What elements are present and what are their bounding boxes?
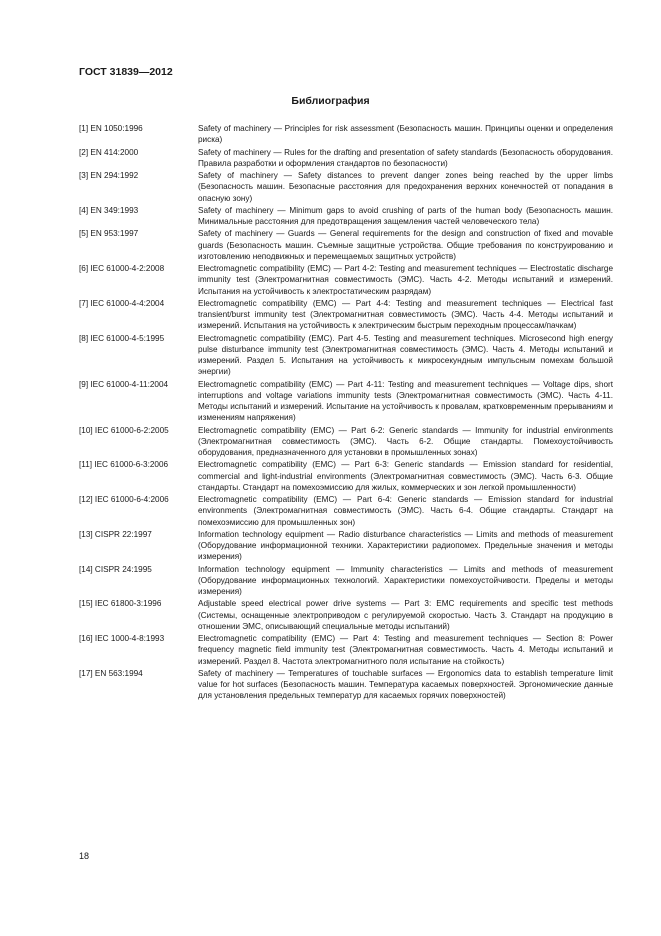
bibliography-ref: [15] IEC 61800-3:1996 (79, 599, 162, 609)
bibliography-ref: [13] CISPR 22:1997 (79, 529, 152, 539)
bibliography-ref: [8] IEC 61000-4-5:1995 (79, 333, 165, 343)
bibliography-description: Electromagnetic compatibility (EMC) — Part 4-4: Testing and measurement techniques — Electrical fast transient/burst immunity test (Электромагнитная совместимость (ЭМС). Часть 4-4. Методы испытаний и измерений. Испытания на устойчивость к электрическим быстрым переходным процессам/пачкам) (198, 298, 613, 331)
bibliography-entry (79, 205, 613, 228)
bibliography-entry (79, 123, 613, 146)
bibliography-ref: [14] CISPR 24:1995 (79, 564, 152, 574)
bibliography-ref: [4] EN 349:1993 (79, 205, 139, 215)
bibliography-entry (79, 379, 613, 424)
document-header: ГОСТ 31839—2012 (79, 66, 173, 78)
bibliography-entry (79, 668, 613, 702)
bibliography-description: Electromagnetic compatibility (EMC) — Part 6-2: Generic standards — Immunity for industrial environments (Электромагнитная совместимость (ЭМС). Часть 6-2. Общие стандарты. Помехоустойчивость оборудования, предназначенного для установки в промышленных зонах) (198, 425, 613, 457)
page-number: 18 (79, 851, 90, 861)
bibliography-description: Electromagnetic compatibility (EMC) — Part 6-4: Generic standards — Emission standard for industrial environments (Электромагнитная совместимость (ЭМС). Часть 6-4. Общие стандарты. Стандарт на помехоэмиссию для промышленных зон) (198, 495, 613, 527)
bibliography-description: Electromagnetic compatibility (EMC) — Part 4: Testing and measurement techniques — Section 8: Power frequency magnetic field immunity test (Электромагнитная совместимость. Часть 4. Методы испытаний и измерений. Раздел 8. Частота электромагнитного поля испытание на стойкость) (198, 634, 613, 666)
bibliography-description: Electromagnetic compatibility (EMC) — Part 6-3: Generic standards — Emission standard for residential, commercial and light-industrial environments (Электромагнитная совместимость (ЭМС). Часть 6-3. Общие стандарты. Стандарт на помехоэмиссию для жилых, коммерческих и зон легкой промышленности) (198, 460, 613, 492)
bibliography-ref: [6] IEC 61000-4-2:2008 (79, 264, 165, 273)
bibliography-entry (79, 298, 613, 332)
bibliography-entry (79, 564, 613, 598)
bibliography-description: Adjustable speed electrical power drive systems — Part 3: EMC requirements and specific test methods (Системы, оснащенные электроприводом с регулируемой скоростью. Часть 3. Стандарт на продукцию в отношении ЭМС, описывающий специальные методы испытаний) (198, 599, 613, 631)
bibliography-ref: [12] IEC 61000-6-4:2006 (79, 495, 169, 504)
bibliography-ref: [9] IEC 61000-4-11:2004 (79, 379, 169, 389)
section-title: Библиография (291, 95, 370, 107)
bibliography-description: Safety of machinery — Rules for the drafting and presentation of safety standards (Безопасность оборудования. Правила разработки и оформления стандартов по безопасности) (198, 147, 613, 168)
bibliography-entry (79, 529, 613, 563)
bibliography-ref: [11] IEC 61000-6-3:2006 (79, 460, 169, 470)
bibliography-entry (79, 459, 613, 493)
bibliography-entry (79, 333, 613, 378)
bibliography-entry (79, 170, 613, 204)
bibliography-description: Information technology equipment — Radio disturbance characteristics — Limits and methods of measurement (Оборудование информационной техники. Характеристики радиопомех. Предельные значения и методы измерения) (198, 529, 613, 562)
bibliography-description: Safety of machinery — Minimum gaps to avoid crushing of parts of the human body (Безопасность машин. Минимальные расстояния для предотвращения защемления частей человеческого тела) (198, 205, 613, 226)
bibliography-description: Electromagnetic compatibility (EMC) — Part 4-11: Testing and measurement techniques — Voltage dips, short interruptions and voltage variations immunity tests (Электромагнитная совместимость (ЭМС). Часть 4-11. Методы испытаний и измерений. Испытание на устойчивость к провалам, кратковременным прерываниям и изменениям напряжения) (198, 379, 613, 423)
bibliography-description: Safety of machinery — Safety distances to prevent danger zones being reached by the upper limbs (Безопасность машин. Безопасные расстояния для предохранения верхних конечностей от попадания в опасную зону) (198, 171, 613, 203)
bibliography-entry (79, 147, 613, 170)
bibliography-entry (79, 263, 613, 297)
bibliography-description: Safety of machinery — Temperatures of touchable surfaces — Ergonomics data to establish temperature limit value for hot surfaces (Безопасность машин. Температура касаемых поверхностей. Эргономические данные для установления предельных температур для касаемых горячих поверхностей) (198, 668, 613, 701)
bibliography-entry (79, 425, 613, 459)
bibliography-ref: [10] IEC 61000-6-2:2005 (79, 425, 169, 435)
bibliography-entry (79, 494, 613, 528)
bibliography-ref: [2] EN 414:2000 (79, 147, 139, 157)
bibliography-ref: [5] EN 953:1997 (79, 229, 139, 239)
bibliography-entry (79, 228, 613, 262)
bibliography-ref: [1] EN 1050:1996 (79, 124, 143, 133)
bibliography-description: Safety of machinery — Guards — General requirements for the design and construction of fixed and movable guards (Безопасность машин. Съемные защитные устройства. Общие требования по конструированию и изготовлению неподвижных и перемещаемых защитных устройств) (198, 229, 613, 261)
bibliography-description: Electromagnetic compatibility (EMC). Part 4-5. Testing and measurement techniques. Microsecond high energy pulse disturbance immunity test (Электромагнитная совместимость (ЭМС). Часть 4. Методы испытаний и измерений. Раздел 5. Испытания на устойчивость к микросекундным импульсным помехам большой энергии) (198, 333, 613, 377)
bibliography-ref: [17] EN 563:1994 (79, 668, 143, 678)
bibliography-ref: [7] IEC 61000-4-4:2004 (79, 298, 165, 308)
bibliography-entry (79, 633, 613, 667)
bibliography-ref: [16] IEC 1000-4-8:1993 (79, 634, 165, 643)
bibliography-entry (79, 598, 613, 632)
bibliography-description: Information technology equipment — Immunity characteristics — Limits and methods of measurement (Оборудование информационных технологий. Характеристики помехоустойчивости. Пределы и методы измерения) (198, 564, 613, 596)
bibliography-list (79, 123, 613, 703)
bibliography-ref: [3] EN 294:1992 (79, 171, 139, 180)
bibliography-description: Safety of machinery — Principles for risk assessment (Безопасность машин. Принципы оценки и определения риска) (198, 124, 613, 145)
bibliography-description: Electromagnetic compatibility (EMC) — Part 4-2: Testing and measurement techniques — Electrostatic discharge immunity test (Электромагнитная совместимость (ЭМС). Часть 4-2. Методы испытаний и измерений. Испытания на устойчивость к электростатическим разрядам) (198, 264, 613, 296)
